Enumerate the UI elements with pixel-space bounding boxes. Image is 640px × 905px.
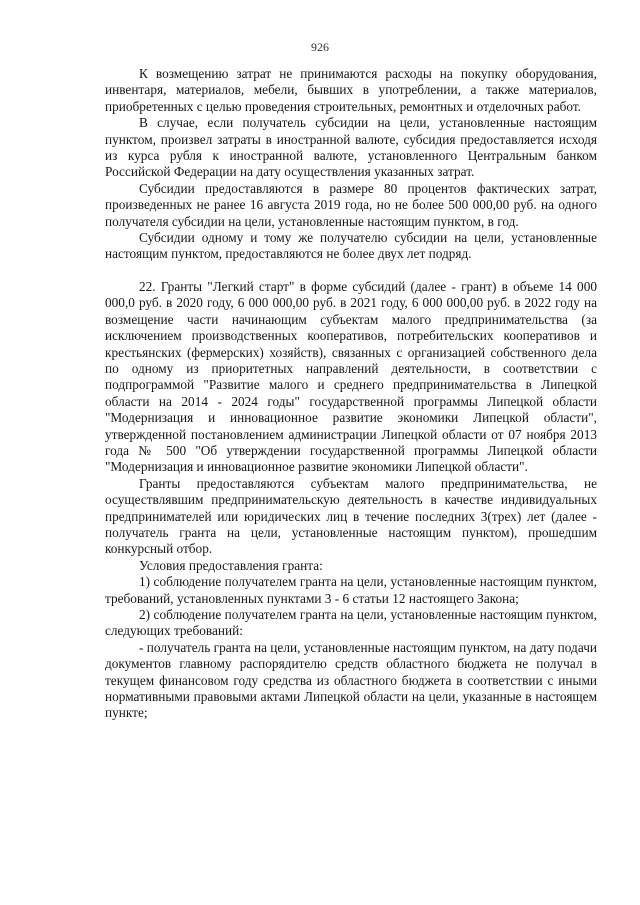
- paragraph-4: Субсидии одному и тому же получателю субсидии на цели, установленные настоящим пунктом, предоставляются не более двух лет подряд.: [105, 230, 597, 262]
- paragraph-2: В случае, если получатель субсидии на цели, установленные настоящим пунктом, произвел затраты в иностранной валюте, субсидия предоставляется исходя из курса рубля к иностранной валюте, установленного Центральным банком Российской Федерации на дату осуществления указанных затрат.: [105, 115, 597, 180]
- document-body: [105, 66, 597, 722]
- paragraph-gap: [105, 263, 597, 279]
- paragraph-7: Условия предоставления гранта:: [139, 557, 323, 573]
- paragraph-9: 2) соблюдение получателем гранта на цели, установленные настоящим пунктом, следующих требований:: [105, 607, 597, 639]
- paragraph-6: Гранты предоставляются субъектам малого предпринимательства, не осуществлявшим предпринимательскую деятельность в качестве индивидуальных предпринимателей или юридических лиц в течение последних 3(трех) лет (далее - получатель гранта на цели, установленные настоящим пунктом), прошедшим конкурсный отбор.: [105, 475, 597, 557]
- paragraph-5: 22. Гранты "Легкий старт" в форме субсидий (далее - грант) в объеме 14 000 000,0 руб. в 2020 году, 6 000 000,00 руб. в 2021 году, 6 000 000,00 руб. в 2022 году на возмещение части начинающим субъектам малого предпринимательства (за исключением производственных кооперативов, потребительских кооперативов и крестьянских (фермерских) хозяйств), связанных с организацией собственного дела по одному из приоритетных направлений деятельности, в соответствии с подпрограммой "Развитие малого и среднего предпринимательства в Липецкой области на 2014 - 2024 годы" государственной программы Липецкой области "Модернизация и инновационное развитие экономики Липецкой области", утвержденной постановлением администрации Липецкой области от 07 ноября 2013 года № 500 "Об утверждении государственной программы Липецкой области "Модернизация и инновационное развитие экономики Липецкой области".: [105, 278, 597, 475]
- paragraph-8: 1) соблюдение получателем гранта на цели, установленные настоящим пунктом, требований, установленных пунктами 3 - 6 статьи 12 настоящего Закона;: [105, 574, 597, 606]
- paragraph-1: К возмещению затрат не принимаются расходы на покупку оборудования, инвентаря, материалов, мебели, бывших в употреблении, а также материалов, приобретенных с целью проведения строительных, ремонтных и отделочных работ.: [105, 66, 597, 114]
- paragraph-10: - получатель гранта на цели, установленные настоящим пунктом, на дату подачи документов главному распорядителю средств областного бюджета не получал в текущем финансовом году средства из областного бюджета в соответствии с иными нормативными правовыми актами Липецкой области на цели, указанные в настоящем пункте;: [105, 639, 597, 721]
- paragraph-3: Субсидии предоставляются в размере 80 процентов фактических затрат, произведенных не ранее 16 августа 2019 года, но не более 500 000,00 руб. на одного получателя субсидии на цели, установленные настоящим пунктом, в год.: [105, 180, 597, 229]
- page-number: 926: [311, 40, 329, 54]
